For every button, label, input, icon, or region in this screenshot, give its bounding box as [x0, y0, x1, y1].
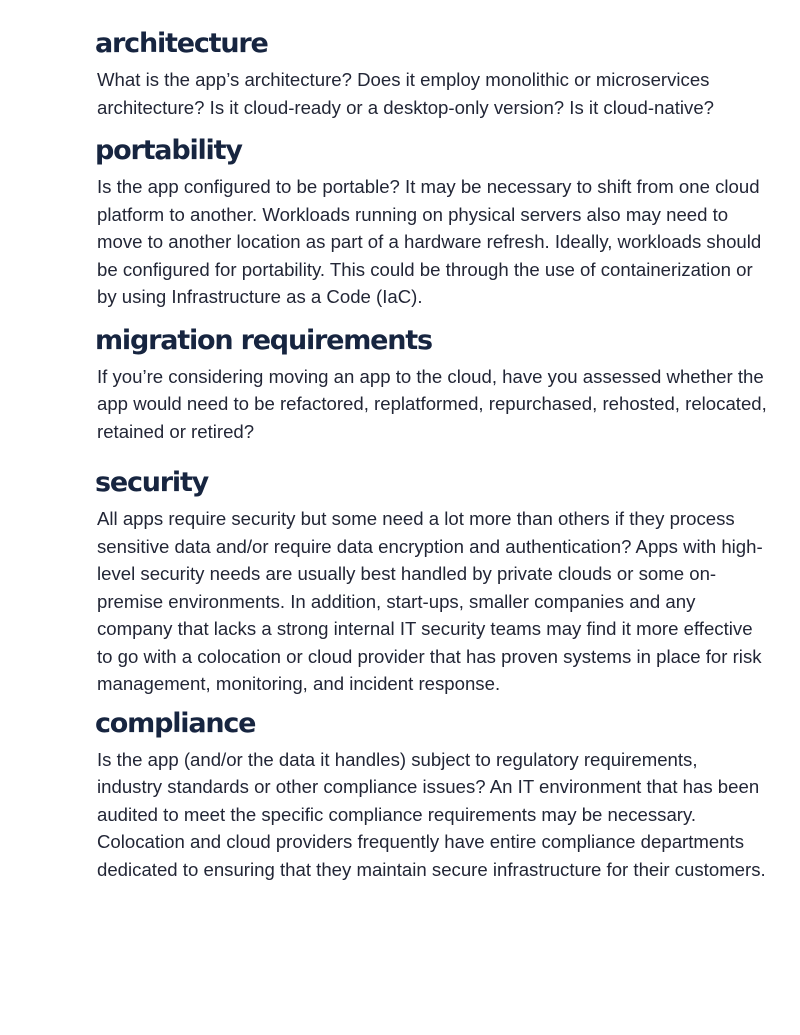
section-security	[97, 465, 767, 698]
section-portability	[97, 133, 767, 311]
section-body: All apps require security but some need a lot more than others if they process sensitive data and/or require data encryption and authentication? Apps with high-level security needs are usually best handled by private clouds or some on-premise environments. In addition, start-ups, smaller companies and any company that lacks a strong internal IT security teams may find it more effective to go with a colocation or cloud provider that has proven systems in place for risk management, monitoring, and incident response.	[97, 508, 763, 694]
section-architecture	[97, 26, 767, 121]
section-heading: architecture	[95, 28, 268, 59]
section-heading: security	[95, 467, 209, 498]
section-body: Is the app configured to be portable? It may be necessary to shift from one cloud platform to another. Workloads running on physical servers also may need to move to another location as part of a hardware refresh. Ideally, workloads should be configured for portability. This could be through the use of containerization or by using Infrastructure as a Code (IaC).	[97, 176, 762, 307]
section-heading: migration requirements	[95, 324, 432, 356]
section-body: If you’re considering moving an app to the cloud, have you assessed whether the app would need to be refactored, replatformed, repurchased, rehosted, relocated, retained or retired?	[97, 365, 767, 442]
section-migration-requirements	[97, 323, 767, 446]
section-heading: portability	[95, 135, 242, 166]
document-page	[97, 26, 767, 883]
section-compliance	[97, 706, 767, 884]
section-body: What is the app’s architecture? Does it employ monolithic or microservices architecture? Is it cloud-ready or a desktop-only version? Is it cloud-native?	[97, 69, 714, 118]
section-heading: compliance	[95, 707, 256, 739]
section-body: Is the app (and/or the data it handles) subject to regulatory requirements, industry standards or other compliance issues? An IT environment that has been audited to meet the specific compliance requirements may be necessary. Colocation and cloud providers frequently have entire compliance departments dedicated to ensuring that they maintain secure infrastructure for their customers.	[97, 748, 766, 880]
